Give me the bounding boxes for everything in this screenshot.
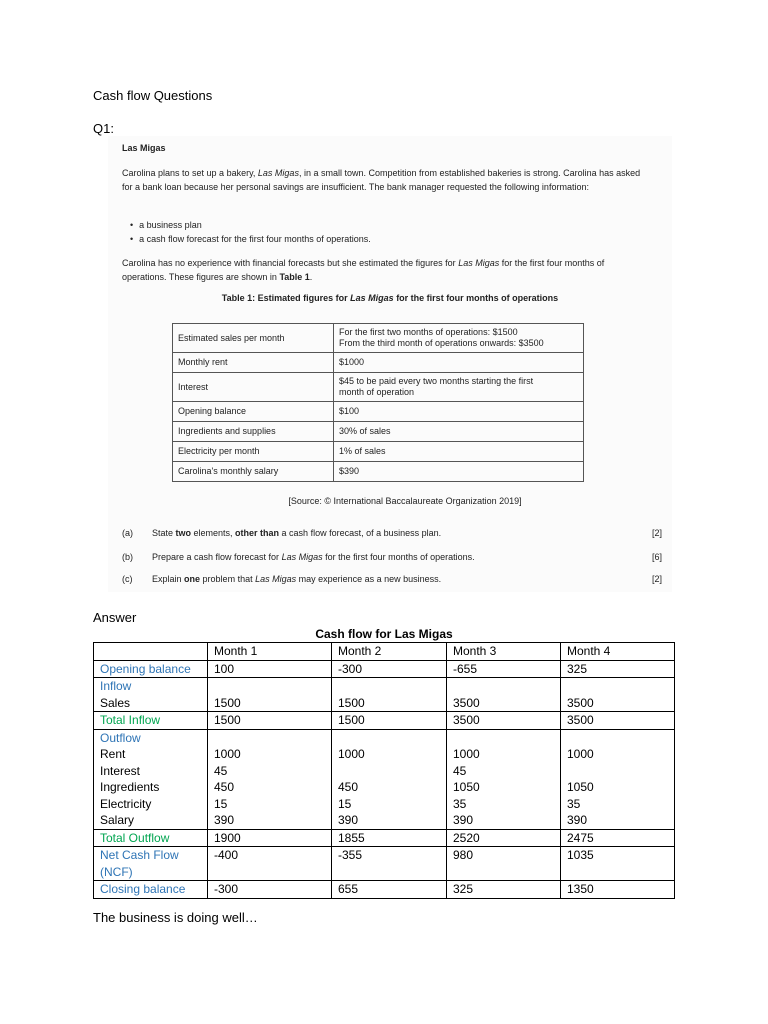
row-label: Electricity — [100, 796, 152, 811]
table-row: Electricity per month 1% of sales — [173, 442, 584, 462]
table-row — [94, 643, 675, 661]
table-row: Total Outflow 1900 1855 2520 2475 — [94, 829, 675, 847]
row-label: Closing balance — [94, 881, 208, 899]
table-row: Total Inflow 1500 1500 3500 3500 — [94, 712, 675, 730]
cashflow-caption: Cash flow for Las Migas — [315, 627, 453, 641]
month-header: Month 2 — [332, 643, 447, 661]
answer-label: Answer — [93, 610, 137, 625]
table-row: Opening balance $100 — [173, 402, 584, 422]
case-title: Las Migas — [122, 143, 166, 153]
source-citation: [Source: © International Baccalaureate Organization 2019] — [288, 496, 522, 506]
row-label: (NCF) — [100, 864, 133, 879]
row-label: Total Inflow — [94, 712, 208, 730]
bullet-item: • a cash flow forecast for the first four months of operations. — [130, 232, 371, 246]
table-row: Monthly rent $1000 — [173, 353, 584, 373]
case-paragraph-1: Carolina plans to set up a bakery, Las Migas, in a small town. Competition from established bakeries is strong. Carolina has asked for a bank loan because her personal savings are insufficient. The bank manager requested the following information: — [122, 168, 641, 192]
row-label: Outflow — [100, 730, 141, 745]
table-row: Ingredients and supplies 30% of sales — [173, 422, 584, 442]
table-row: Interest $45 to be paid every two months starting the first month of operation — [173, 373, 584, 402]
table-row: Opening balance 100 -300 -655 325 — [94, 660, 675, 678]
info-bullet-list — [130, 218, 371, 246]
table-row: Net Cash Flow (NCF) -400 -355 980 1035 — [94, 847, 675, 881]
table1-caption: Table 1: Estimated figures for Las Migas for the first four months of operations — [221, 293, 559, 303]
estimated-figures-table — [172, 323, 584, 482]
row-label: Interest — [100, 763, 141, 778]
month-header: Month 1 — [208, 643, 332, 661]
row-label: Rent — [100, 747, 126, 761]
conclusion-text: The business is doing well… — [93, 910, 258, 925]
bullet-item: • a business plan — [130, 218, 371, 232]
month-header: Month 4 — [561, 643, 675, 661]
table-row: Carolina's monthly salary $390 — [173, 462, 584, 482]
row-label: Total Outflow — [94, 829, 208, 847]
row-label: Opening balance — [94, 660, 208, 678]
row-label: Ingredients — [100, 780, 160, 794]
table-row: Closing balance -300 655 325 1350 — [94, 881, 675, 899]
question-image: Las Migas Carolina plans to set up a bakery, Las Migas, in a small town. Competition from established bakeries is strong. Carolina has asked for a bank loan because her personal savings are insufficient. The bank manager requested the following information: • a business plan • a cash flow forecast for the first four months of operations. Carolina has no experience with financial forecasts but she estimated the figures for Las Migas for the first four months of operations. These figures are shown in Table 1. Table 1: Estimated figures for Las Migas for the first four months of operations Estimated sales per month For the first two months of operations: $1500 From the third month of operations onwards: $3500 Monthly rent $1000 Interest $45 to be paid every two months starting the first month of operation Opening balance $100 Ingredients and supplies 30% of sales Electricity per month 1% of sales Carolina's monthly salary $390 [Source: © International Baccalaureate Organization 2019] (a) State two elements, other than a cash flow forecast, of a business plan. [2] (b) Prepare a cash flow forecast for Las Migas for the first four months of operations. [6] (c) Explain one problem that Las Migas may experience as a new business. [2] — [108, 136, 672, 592]
row-label: Net Cash Flow — [100, 848, 179, 862]
table-row: Estimated sales per month For the first two months of operations: $1500 From the third month of operations onwards: $3500 — [173, 324, 584, 353]
table-row: Inflow Sales 1500 1500 3500 3500 — [94, 678, 675, 712]
month-header: Month 3 — [447, 643, 561, 661]
table-row: Outflow Rent Interest Ingredients Electricity Salary 1000 45 450 15 390 1000 450 15 390 1000 45 1050 35 390 1000 1050 35 390 — [94, 729, 675, 829]
page-title: Cash flow Questions — [93, 88, 213, 103]
row-label: Inflow — [100, 679, 132, 693]
case-paragraph-2: Carolina has no experience with financial forecasts but she estimated the figures for Las Migas for the first four months of operations. These figures are shown in Table 1. — [122, 258, 605, 282]
question-number: Q1: — [93, 121, 114, 136]
row-label: Salary — [100, 813, 135, 827]
cashflow-table — [93, 642, 675, 899]
row-label: Sales — [100, 695, 131, 710]
